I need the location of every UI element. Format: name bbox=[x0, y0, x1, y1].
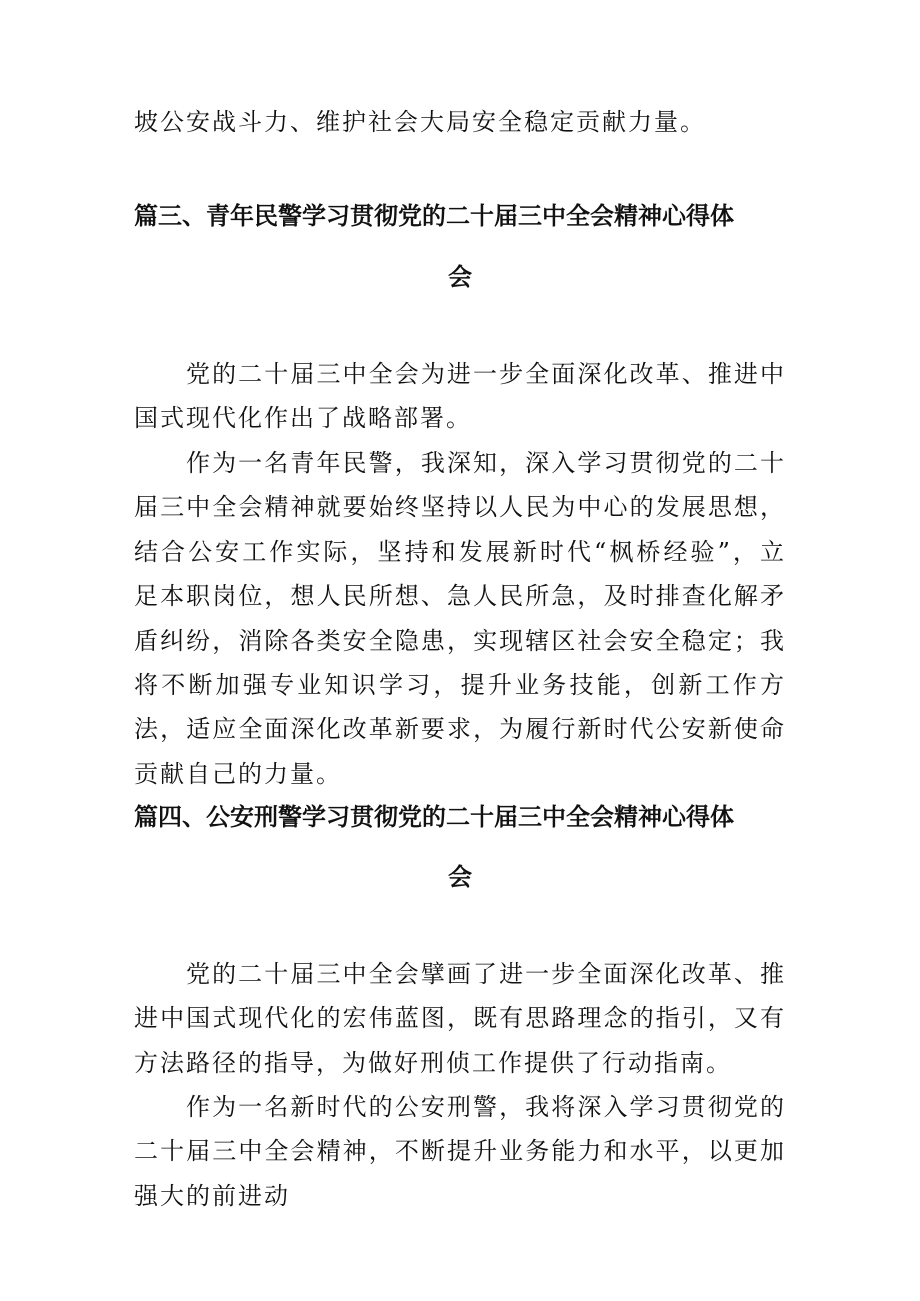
section3-paragraph-2: 作为一名青年民警，我深知，深入学习贯彻党的二十届三中全会精神就要始终坚持以人民为中心的发展思想，结合公安工作实际，坚持和发展新时代“枫桥经验”，立足本职岗位，想人民所想、急人民所急，及时排查化解矛盾纠纷，消除各类安全隐患，实现辖区社会安全稳定；我将不断加强专业知识学习，提升业务技能，创新工作方法，适应全面深化改革新要求，为履行新时代公安新使命贡献自己的力量。 bbox=[134, 449, 786, 788]
section4-heading: 篇四、公安刑警学习贯彻党的二十届三中全会精神心得体 bbox=[134, 803, 734, 831]
section4-heading-continued: 会 bbox=[448, 863, 472, 891]
carryover-paragraph: 坡公安战斗力、维护社会大局安全稳定贡献力量。 bbox=[134, 108, 706, 136]
section3-paragraph-1: 党的二十届三中全会为进一步全面深化改革、推进中国式现代化作出了战略部署。 bbox=[134, 360, 786, 433]
section4-paragraph-2: 作为一名新时代的公安刑警，我将深入学习贯彻党的二十届三中全会精神，不断提升业务能力和水平，以更加强大的前进动 bbox=[134, 1093, 786, 1210]
section4-paragraph-1: 党的二十届三中全会擘画了进一步全面深化改革、推进中国式现代化的宏伟蓝图，既有思路理念的指引，又有方法路径的指导，为做好刑侦工作提供了行动指南。 bbox=[134, 960, 786, 1077]
section3-heading-continued: 会 bbox=[448, 263, 472, 291]
section3-heading: 篇三、青年民警学习贯彻党的二十届三中全会精神心得体 bbox=[134, 202, 734, 230]
